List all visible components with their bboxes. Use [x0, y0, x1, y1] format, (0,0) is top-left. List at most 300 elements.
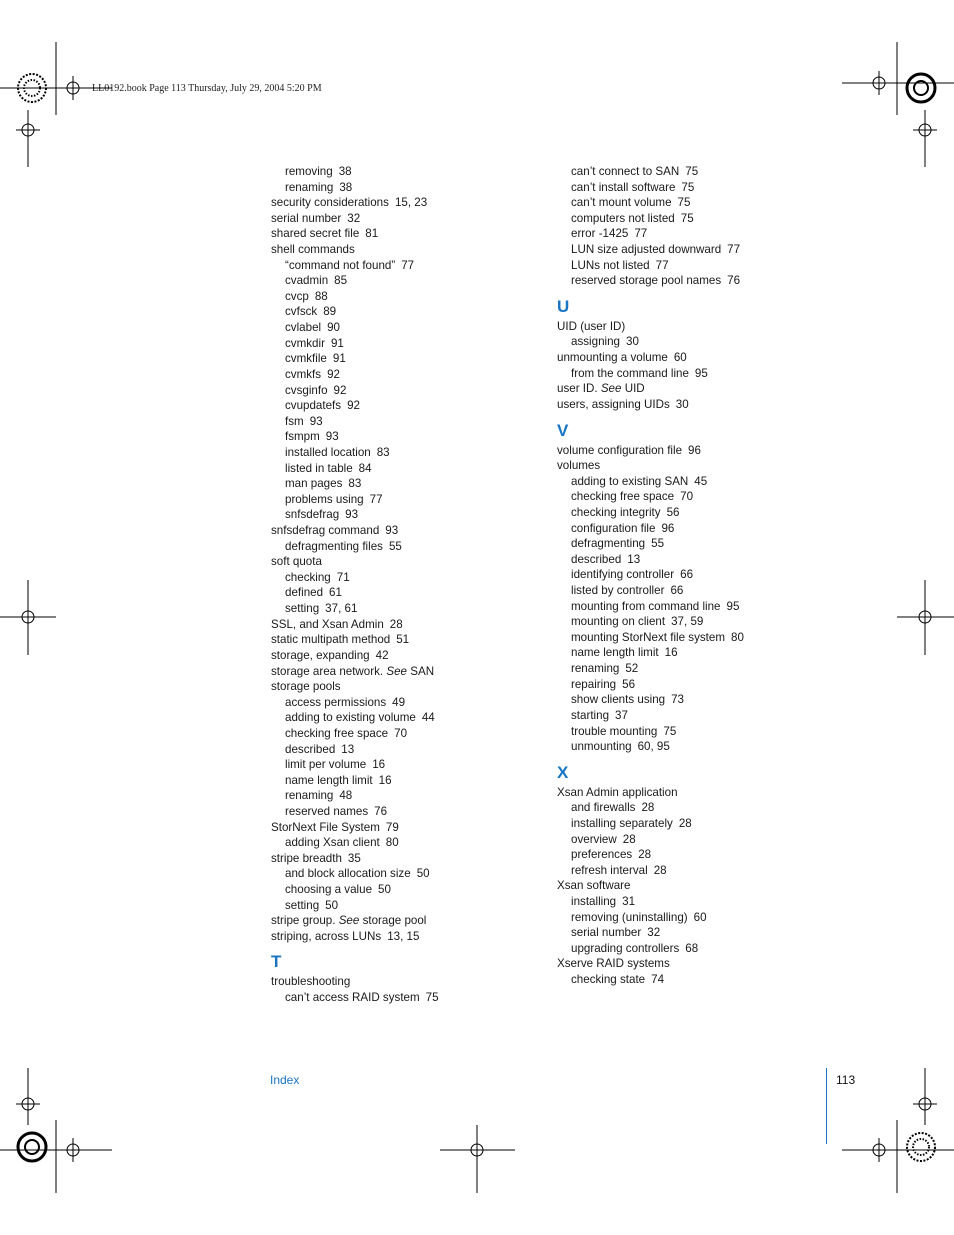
index-term: defragmenting — [571, 537, 646, 551]
page-number: 113 — [836, 1073, 856, 1087]
index-page-refs: 38 — [339, 180, 353, 194]
index-page-refs: 84 — [358, 461, 372, 475]
index-page-refs: 92 — [347, 399, 360, 413]
index-subentry — [557, 164, 817, 180]
index-page-refs: 60, 95 — [637, 740, 670, 754]
index-subentry — [557, 536, 817, 552]
index-subentry — [271, 383, 521, 399]
index-term: defragmenting files — [285, 539, 383, 553]
index-term: mounting from command line — [571, 599, 721, 613]
index-term: from the command line — [571, 366, 689, 380]
index-term: shell commands — [271, 243, 355, 257]
index-subentry — [557, 847, 817, 863]
index-subentry — [557, 195, 817, 211]
see-reference-label: See — [600, 382, 622, 396]
index-term: volume configuration file — [557, 443, 683, 457]
index-page-refs: 90 — [327, 321, 340, 335]
index-page-refs: 76 — [374, 804, 388, 818]
index-term: listed in table — [285, 461, 353, 475]
index-page-refs: 89 — [323, 305, 337, 319]
index-term: users, assigning UIDs — [557, 397, 670, 411]
index-page-refs: 52 — [625, 662, 639, 676]
index-entry — [271, 554, 521, 570]
index-term: upgrading controllers — [571, 941, 680, 955]
index-subentry — [557, 226, 817, 242]
index-page-refs: 70 — [680, 490, 694, 504]
index-term: reserved storage pool names — [571, 274, 722, 288]
index-entry — [557, 878, 817, 894]
index-page-refs: 93 — [325, 430, 339, 444]
index-term: overview — [571, 832, 617, 846]
index-page-refs: 75 — [677, 196, 691, 210]
index-subentry — [271, 476, 521, 492]
index-page-refs: 50 — [325, 898, 339, 912]
index-term: can’t mount volume — [571, 196, 672, 210]
index-term: described — [285, 742, 336, 756]
index-subentry — [557, 614, 817, 630]
index-page-refs: 93 — [309, 414, 323, 428]
index-page-refs: 81 — [365, 227, 379, 241]
index-page-refs: 92 — [327, 367, 340, 381]
index-term: cvmkfile — [285, 352, 327, 366]
index-page-refs: 55 — [388, 539, 402, 553]
index-page-refs: 32 — [347, 211, 361, 225]
index-term: installed location — [285, 445, 371, 459]
index-term: man pages — [285, 477, 343, 491]
index-term: identifying controller — [571, 568, 675, 582]
index-term: LUN size adjusted downward — [571, 243, 722, 257]
index-page-refs: 88 — [314, 289, 328, 303]
index-page-refs: 66 — [670, 584, 684, 598]
index-page-refs: 74 — [651, 973, 665, 987]
index-subentry — [271, 461, 521, 477]
index-term: cvlabel — [285, 321, 322, 335]
index-subentry — [271, 990, 521, 1006]
index-page-refs: 91 — [332, 352, 346, 366]
index-term: trouble mounting — [571, 724, 658, 738]
index-term: soft quota — [271, 555, 322, 569]
index-page-refs: 66 — [680, 568, 694, 582]
index-subentry — [557, 552, 817, 568]
index-page-refs: 76 — [727, 274, 741, 288]
index-subentry — [271, 367, 521, 383]
index-subentry — [271, 336, 521, 352]
index-entry — [557, 458, 817, 474]
index-term: preferences — [571, 848, 633, 862]
index-term: cvfsck — [285, 305, 318, 319]
see-reference-target: storage pool — [362, 914, 427, 928]
index-term: serial number — [571, 926, 642, 940]
index-term: limit per volume — [285, 758, 367, 772]
index-subentry — [557, 334, 817, 350]
index-subentry — [557, 941, 817, 957]
index-subentry — [271, 258, 521, 274]
index-entry — [271, 851, 521, 867]
footer-divider — [826, 1068, 827, 1144]
index-subentry — [271, 273, 521, 289]
index-term: serial number — [271, 211, 342, 225]
index-subentry — [557, 925, 817, 941]
index-subentry — [271, 788, 521, 804]
index-entry — [557, 397, 817, 413]
index-term: shared secret file — [271, 227, 360, 241]
index-page-refs: 28 — [678, 816, 692, 830]
index-term: can’t install software — [571, 180, 676, 194]
index-page-refs: 77 — [727, 243, 741, 257]
index-page-refs: 28 — [389, 617, 403, 631]
index-term: refresh interval — [571, 863, 648, 877]
index-term: show clients using — [571, 693, 666, 707]
index-page-refs: 96 — [661, 521, 675, 535]
index-entry — [271, 242, 521, 258]
index-term: Xsan software — [557, 879, 631, 893]
index-term: assigning — [571, 335, 620, 349]
see-reference-label: See — [338, 914, 360, 928]
index-term: setting — [285, 898, 320, 912]
index-entry — [271, 679, 521, 695]
index-subentry — [271, 742, 521, 758]
index-term: cvcp — [285, 289, 309, 303]
index-page-refs: 30 — [626, 335, 639, 349]
index-subentry — [271, 445, 521, 461]
index-entry — [557, 443, 817, 459]
index-subentry — [271, 601, 521, 617]
index-term: mounting StorNext file system — [571, 630, 725, 644]
index-term: problems using — [285, 492, 364, 506]
index-page-refs: 75 — [681, 180, 695, 194]
index-page-refs: 73 — [671, 693, 684, 707]
index-subentry — [271, 585, 521, 601]
index-subentry — [271, 882, 521, 898]
index-page-refs: 28 — [638, 848, 652, 862]
index-entry — [271, 195, 521, 211]
index-page-refs: 13 — [341, 742, 355, 756]
index-subentry — [271, 570, 521, 586]
index-page-refs: 50 — [416, 867, 430, 881]
index-term: renaming — [285, 180, 334, 194]
index-page-refs: 28 — [641, 801, 655, 815]
index-page-refs: 55 — [651, 537, 665, 551]
index-page-refs: 37 — [615, 708, 628, 722]
index-subentry — [271, 429, 521, 445]
index-subentry — [271, 304, 521, 320]
index-term: cvmkdir — [285, 336, 325, 350]
index-subentry — [557, 180, 817, 196]
index-term: “command not found” — [285, 258, 396, 272]
index-subentry — [557, 242, 817, 258]
index-term: renaming — [571, 662, 620, 676]
index-term: striping, across LUNs — [271, 929, 382, 943]
index-subentry — [557, 816, 817, 832]
index-page-refs: 15, 23 — [394, 196, 428, 210]
index-term: removing (uninstalling) — [571, 910, 688, 924]
index-subentry — [271, 180, 521, 196]
index-subentry — [557, 505, 817, 521]
index-subentry — [557, 521, 817, 537]
index-page-refs: 83 — [348, 477, 362, 491]
index-term: snfsdefrag — [285, 508, 340, 522]
index-entry — [271, 523, 521, 539]
index-term: name length limit — [571, 646, 659, 660]
index-term: checking state — [571, 973, 646, 987]
index-page-refs: 75 — [663, 724, 677, 738]
index-page-refs: 83 — [376, 445, 390, 459]
index-subentry — [271, 695, 521, 711]
index-term: installing separately — [571, 816, 673, 830]
index-letter-heading: T — [271, 952, 282, 972]
index-subentry — [557, 661, 817, 677]
index-page-refs: 71 — [336, 570, 350, 584]
see-reference-target: SAN — [410, 664, 435, 678]
index-entry — [557, 785, 817, 801]
index-term: cvupdatefs — [285, 399, 342, 413]
index-subentry — [271, 351, 521, 367]
index-term: cvmkfs — [285, 367, 322, 381]
index-term: setting — [285, 602, 320, 616]
index-term: Xsan Admin application — [557, 785, 678, 799]
index-subentry — [557, 567, 817, 583]
index-subentry — [271, 507, 521, 523]
index-subentry — [557, 800, 817, 816]
index-page-refs: 28 — [622, 832, 636, 846]
print-header-stamp: LL0192.book Page 113 Thursday, July 29, 2004 5:20 PM — [92, 83, 322, 94]
index-page-refs: 45 — [694, 474, 708, 488]
index-term: fsmpm — [285, 430, 320, 444]
index-term: adding to existing SAN — [571, 474, 689, 488]
index-subentry — [557, 645, 817, 661]
index-term: repairing — [571, 677, 617, 691]
index-subentry — [271, 289, 521, 305]
index-term: computers not listed — [571, 211, 675, 225]
index-term: SSL, and Xsan Admin — [271, 617, 384, 631]
index-subentry — [557, 273, 817, 289]
index-page-refs: 16 — [372, 758, 386, 772]
index-term: Xserve RAID systems — [557, 957, 670, 971]
index-term: checking free space — [285, 726, 389, 740]
index-entry — [271, 913, 521, 929]
index-entry — [271, 648, 521, 664]
index-term: snfsdefrag command — [271, 524, 380, 538]
index-subentry — [557, 708, 817, 724]
index-page-refs: 49 — [392, 695, 406, 709]
index-term: troubleshooting — [271, 975, 351, 989]
index-subentry — [271, 726, 521, 742]
index-term: defined — [285, 586, 324, 600]
index-page-refs: 61 — [329, 586, 342, 600]
index-term: name length limit — [285, 773, 373, 787]
index-term: mounting on client — [571, 615, 666, 629]
index-page-refs: 95 — [726, 599, 740, 613]
index-term: cvsginfo — [285, 383, 328, 397]
index-term: adding Xsan client — [285, 836, 380, 850]
index-term: can’t access RAID system — [285, 991, 420, 1005]
index-page-refs: 51 — [396, 633, 410, 647]
index-term: checking — [285, 570, 331, 584]
index-subentry — [271, 757, 521, 773]
index-page-refs: 42 — [375, 648, 389, 662]
index-term: error -1425 — [571, 227, 629, 241]
index-term: storage, expanding — [271, 648, 370, 662]
index-entry — [271, 211, 521, 227]
index-term: described — [571, 552, 622, 566]
index-term: stripe breadth — [271, 851, 342, 865]
index-term: choosing a value — [285, 883, 373, 897]
index-entry — [557, 381, 817, 397]
see-reference-target: UID — [624, 382, 645, 396]
index-subentry — [271, 539, 521, 555]
index-subentry — [557, 910, 817, 926]
index-term: static multipath method — [271, 633, 391, 647]
index-page-refs: 80 — [385, 836, 399, 850]
index-page-refs: 93 — [385, 524, 399, 538]
index-term: starting — [571, 708, 610, 722]
index-page-refs: 50 — [378, 883, 391, 897]
index-entry — [557, 956, 817, 972]
index-page-refs: 75 — [685, 165, 699, 178]
index-page-refs: 85 — [334, 274, 348, 288]
index-entry — [271, 820, 521, 836]
index-page-refs: 16 — [378, 773, 392, 787]
index-term: volumes — [557, 459, 601, 473]
index-subentry — [271, 164, 521, 180]
index-subentry — [557, 630, 817, 646]
index-term: adding to existing volume — [285, 711, 416, 725]
index-subentry — [557, 489, 817, 505]
index-term: configuration file — [571, 521, 656, 535]
index-term: listed by controller — [571, 584, 665, 598]
index-page-refs: 79 — [385, 820, 399, 834]
index-subentry — [271, 804, 521, 820]
index-page-refs: 77 — [401, 258, 415, 272]
index-subentry — [557, 474, 817, 490]
index-subentry — [271, 414, 521, 430]
index-term: removing — [285, 165, 333, 178]
index-page-refs: 56 — [622, 677, 636, 691]
index-subentry — [557, 211, 817, 227]
index-entry — [271, 664, 521, 680]
index-term: cvadmin — [285, 274, 329, 288]
index-subentry — [557, 894, 817, 910]
index-page-refs: 56 — [666, 505, 680, 519]
index-term: and firewalls — [571, 801, 636, 815]
index-term: and block allocation size — [285, 867, 411, 881]
index-term: unmounting — [571, 740, 632, 754]
index-letter-heading: U — [557, 296, 570, 316]
index-letter-heading: X — [557, 762, 569, 782]
index-term: reserved names — [285, 804, 369, 818]
index-page-refs: 38 — [338, 165, 352, 178]
index-subentry — [557, 692, 817, 708]
index-page-refs: 93 — [345, 508, 359, 522]
index-subentry — [271, 492, 521, 508]
index-entry — [557, 350, 817, 366]
index-term: can’t connect to SAN — [571, 165, 680, 178]
index-term: security considerations — [271, 196, 389, 210]
index-entry — [557, 319, 817, 335]
see-reference-label: See — [386, 664, 408, 678]
index-page-refs: 75 — [425, 991, 439, 1005]
index-term: access permissions — [285, 695, 387, 709]
index-term: storage area network. — [271, 664, 384, 678]
footer-section-label: Index — [270, 1073, 300, 1087]
index-subentry — [271, 898, 521, 914]
index-subentry — [557, 832, 817, 848]
index-page-refs: 70 — [394, 726, 408, 740]
index-entry — [271, 632, 521, 648]
index-entry — [271, 974, 521, 990]
index-entry — [271, 617, 521, 633]
index-column-left — [271, 164, 521, 1006]
index-subentry — [557, 739, 817, 755]
index-page-refs: 37, 61 — [325, 602, 358, 616]
index-term: unmounting a volume — [557, 351, 668, 365]
index-subentry — [557, 258, 817, 274]
index-term: stripe group. — [271, 914, 336, 928]
index-page-refs: 37, 59 — [671, 615, 704, 629]
index-term: UID (user ID) — [557, 319, 626, 333]
index-subentry — [557, 863, 817, 879]
index-term: LUNs not listed — [571, 258, 650, 272]
index-page-refs: 44 — [421, 711, 435, 725]
index-term: installing — [571, 894, 617, 908]
index-page-refs: 91 — [330, 336, 344, 350]
index-letter-heading: V — [557, 420, 569, 440]
index-page-refs: 68 — [685, 941, 699, 955]
index-term: storage pools — [271, 680, 341, 694]
index-page-refs: 60 — [673, 351, 687, 365]
index-term: StorNext File System — [271, 820, 380, 834]
index-page-refs: 95 — [694, 366, 708, 380]
index-page-refs: 77 — [634, 227, 648, 241]
index-subentry — [557, 677, 817, 693]
index-page-refs: 35 — [347, 851, 361, 865]
index-page-refs: 32 — [647, 926, 661, 940]
index-page-refs: 60 — [693, 910, 707, 924]
index-term: checking free space — [571, 490, 675, 504]
index-page-refs: 96 — [688, 443, 701, 457]
index-subentry — [557, 583, 817, 599]
index-page-refs: 31 — [622, 894, 636, 908]
index-page-refs: 48 — [339, 789, 353, 803]
index-subentry — [271, 866, 521, 882]
index-subentry — [271, 398, 521, 414]
index-term: checking integrity — [571, 505, 661, 519]
index-subentry — [557, 972, 817, 988]
index-term: renaming — [285, 789, 334, 803]
index-column-right — [557, 164, 817, 988]
index-page-refs: 77 — [369, 492, 383, 506]
index-page-refs: 30 — [675, 397, 689, 411]
index-page-refs: 28 — [653, 863, 667, 877]
index-page-refs: 13 — [627, 552, 641, 566]
index-subentry — [271, 773, 521, 789]
index-subentry — [557, 724, 817, 740]
index-entry — [271, 929, 521, 945]
index-page-refs: 77 — [655, 258, 669, 272]
index-entry — [271, 226, 521, 242]
index-page-refs: 16 — [664, 646, 678, 660]
index-page-refs: 75 — [680, 211, 694, 225]
index-subentry — [271, 835, 521, 851]
index-term: user ID. — [557, 382, 598, 396]
index-term: fsm — [285, 414, 304, 428]
index-subentry — [271, 710, 521, 726]
index-page-refs: 13, 15 — [387, 929, 420, 943]
index-subentry — [557, 366, 817, 382]
index-subentry — [271, 320, 521, 336]
index-page-refs: 92 — [333, 383, 347, 397]
index-subentry — [557, 599, 817, 615]
